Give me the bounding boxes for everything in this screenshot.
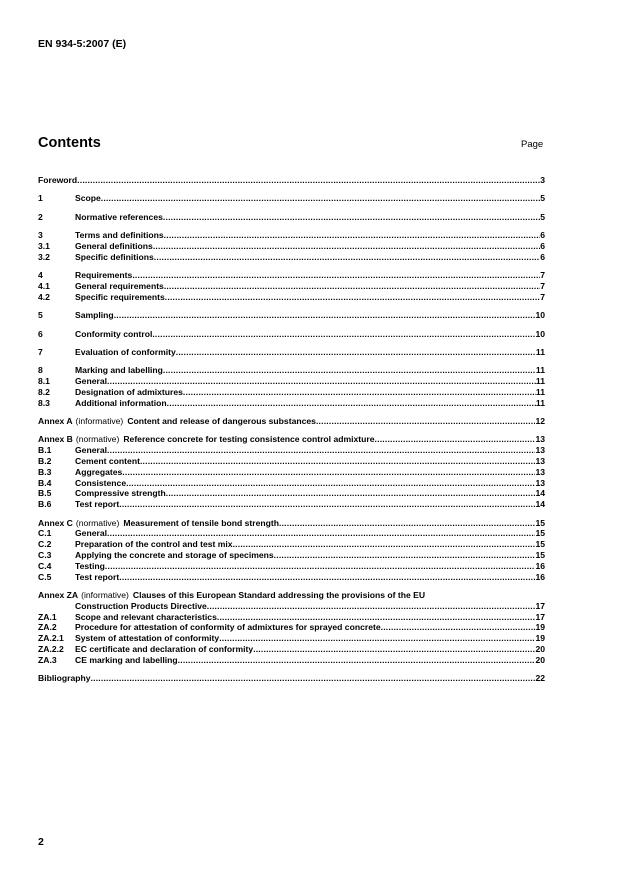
toc-entry-title: General [75,376,108,387]
toc-entry[interactable] [38,292,545,303]
toc-gap [38,409,545,417]
toc-annex-note: (informative) [81,590,129,601]
toc-entry-number: ZA.3 [38,654,57,665]
toc-dot-leader [126,478,535,489]
toc-page-number: 3 [540,175,545,185]
toc-entry-number: C.3 [38,550,52,561]
toc-entry-title: Terms and definitions [75,230,164,241]
toc-entry[interactable] [38,622,545,633]
toc-dot-leader [183,387,536,398]
toc-entry-title: Aggregates [75,466,123,477]
toc-entry[interactable] [38,550,545,561]
toc-dot-leader [122,467,535,478]
toc-entry-title: Bibliography [38,673,91,684]
toc-entry[interactable] [38,376,545,387]
toc-entry-title: Procedure for attestation of conformity of admixtures for sprayed concrete [75,622,381,633]
toc-annex-note: (normative) [75,517,120,528]
toc-entry-title: CE marking and labelling [75,654,178,665]
page-column-label: Page [521,139,544,150]
toc-entry-number: ZA.2 [38,622,57,633]
toc-entry[interactable] [38,539,545,550]
toc-dot-leader [101,193,540,204]
toc-page-number: 13 [535,477,545,488]
toc-entry-title: Construction Products Directive [75,600,207,611]
toc-dot-leader [166,488,536,499]
toc-entry-number: ZA.2.1 [38,633,64,644]
toc-page-number: 11 [535,365,545,376]
toc-dot-leader [153,241,540,252]
toc-entry-title: Specific requirements [75,291,165,302]
toc-page-number: 15 [535,528,545,539]
toc-dot-leader [274,550,536,561]
toc-entry-title: General requirements [75,280,164,291]
toc-entry[interactable] [38,270,545,281]
toc-entry-number: 4 [38,270,43,281]
toc-entry[interactable] [38,416,545,427]
toc-entry-title: Reference concrete for testing consistence control admixture [123,434,375,445]
toc-entry-number: C.5 [38,571,52,582]
toc-entry-number: 3 [38,230,43,241]
toc-gap [38,582,545,590]
toc-page-number: 20 [535,654,545,665]
toc-entry-title: Applying the concrete and storage of specimens [75,550,274,561]
toc-entry[interactable] [38,590,545,601]
toc-gap [38,510,545,518]
toc-entry[interactable] [38,241,545,252]
toc-page-number: 13 [535,434,545,445]
toc-dot-leader [107,376,536,387]
table-of-contents [38,175,545,684]
toc-gap [38,263,545,271]
toc-gap [38,204,545,212]
toc-dot-leader [163,212,540,223]
toc-page-number: 6 [540,240,545,251]
toc-entry-number: B.3 [38,466,52,477]
toc-gap [38,223,545,231]
toc-dot-leader [119,572,535,583]
toc-page-number: 11 [535,346,545,357]
toc-dot-leader [219,633,535,644]
toc-entry[interactable] [38,601,545,612]
toc-entry-number: B.6 [38,499,52,510]
toc-entry-number: 7 [38,346,43,357]
toc-dot-leader [107,445,535,456]
toc-page-number: 15 [535,539,545,550]
toc-entry[interactable] [38,612,545,623]
toc-entry-title: General definitions [75,240,153,251]
toc-gap [38,666,545,674]
toc-entry-title: Content and release of dangerous substances [127,416,316,427]
toc-page-number: 15 [535,550,545,561]
toc-dot-leader [279,518,535,529]
toc-entry-title: Preparation of the control and test mix [75,539,233,550]
toc-dot-leader [152,329,535,340]
toc-entry[interactable] [38,434,545,445]
toc-page-number: 13 [535,456,545,467]
toc-entry-number: 6 [38,328,43,339]
toc-entry[interactable] [38,518,545,529]
toc-dot-leader [375,434,536,445]
toc-entry-title: EC certificate and declaration of conformity [75,644,254,655]
toc-dot-leader [164,281,540,292]
toc-gap [38,303,545,311]
toc-page-number: 19 [535,633,545,644]
toc-entry-title: Scope [75,193,101,204]
toc-page-number: 10 [535,310,545,321]
toc-page-number: 7 [540,270,545,281]
toc-entry-number: 5 [38,310,43,321]
toc-entry[interactable] [38,673,545,684]
toc-entry[interactable] [38,252,545,263]
toc-annex-label: Annex C [38,517,73,528]
toc-entry[interactable] [38,347,545,358]
toc-entry-number: C.2 [38,539,52,550]
toc-entry-number: ZA.1 [38,611,57,622]
toc-entry[interactable] [38,633,545,644]
toc-entry-title: Foreword [38,175,78,185]
toc-entry-title: Measurement of tensile bond strength [123,517,279,528]
toc-page-number: 17 [535,600,545,611]
toc-dot-leader [132,270,540,281]
toc-entry[interactable] [38,572,545,583]
document-header: EN 934-5:2007 (E) [38,38,127,50]
toc-entry-number: ZA.2.2 [38,644,64,655]
toc-entry[interactable] [38,445,545,456]
toc-gap [38,358,545,366]
toc-entry-number: 4.1 [38,280,50,291]
toc-entry[interactable] [38,456,545,467]
toc-dot-leader [217,612,536,623]
toc-page-number: 7 [540,291,545,302]
toc-dot-leader [163,365,536,376]
toc-page-number: 13 [535,445,545,456]
toc-entry-title: Normative references [75,211,163,222]
toc-dot-leader [107,528,535,539]
toc-entry-title: Consistence [75,477,127,488]
toc-page-number: 7 [540,280,545,291]
toc-page-number: 17 [535,611,545,622]
toc-annex-label: Annex B [38,434,73,445]
toc-entry-title: Additional information [75,397,167,408]
toc-entry-title: System of attestation of conformity [75,633,220,644]
toc-entry[interactable] [38,212,545,223]
toc-page-number: 20 [535,644,545,655]
toc-dot-leader [316,416,535,427]
toc-entry-title: Test report [75,571,120,582]
toc-entry[interactable] [38,387,545,398]
toc-entry-title: Scope and relevant characteristics [75,611,217,622]
toc-entry-title: Marking and labelling [75,365,163,376]
toc-entry[interactable] [38,398,545,409]
toc-entry-title: Clauses of this European Standard addressing the provisions of the EU [132,590,426,601]
toc-page-number: 10 [535,328,545,339]
toc-dot-leader [381,622,536,633]
toc-entry-title: Conformity control [75,328,153,339]
toc-page-number: 6 [540,230,545,241]
toc-entry[interactable] [38,175,545,186]
toc-entry[interactable] [38,230,545,241]
toc-entry-number: 8 [38,365,43,376]
toc-dot-leader [114,310,536,321]
toc-entry[interactable] [38,644,545,655]
toc-entry-number: C.4 [38,560,52,571]
toc-dot-leader [119,499,535,510]
toc-annex-label: Annex A [38,416,73,427]
toc-entry-title: Designation of admixtures [75,386,183,397]
toc-entry-number: B.1 [38,445,52,456]
toc-entry-number: 3.2 [38,251,50,262]
toc-page-number: 11 [535,386,545,397]
toc-annex-note: (informative) [75,416,124,427]
toc-dot-leader [140,456,536,467]
toc-entry[interactable] [38,365,545,376]
toc-entry-number: 2 [38,211,43,222]
toc-page-number: 15 [535,517,545,528]
contents-title: Contents [38,135,101,151]
toc-entry-title: Compressive strength [75,488,166,499]
toc-page-number: 16 [535,571,545,582]
toc-entry-title: Evaluation of conformity [75,346,176,357]
toc-dot-leader [178,655,536,666]
toc-entry[interactable] [38,281,545,292]
toc-entry-number: 1 [38,193,43,204]
toc-page-number: 16 [535,560,545,571]
toc-entry[interactable] [38,478,545,489]
toc-dot-leader [91,673,536,684]
toc-dot-leader [154,252,540,263]
toc-gap [38,339,545,347]
toc-entry[interactable] [38,561,545,572]
toc-gap [38,427,545,435]
toc-page-number: 11 [535,397,545,408]
toc-entry-title: Specific definitions [75,251,154,262]
toc-entry-number: C.1 [38,528,52,539]
toc-entry-title: Cement content [75,456,140,467]
toc-dot-leader [165,292,540,303]
toc-page-number: 5 [540,193,545,204]
toc-page-number: 11 [535,376,545,387]
toc-dot-leader [233,539,536,550]
toc-dot-leader [164,230,541,241]
toc-dot-leader [105,561,536,572]
toc-entry[interactable] [38,467,545,478]
toc-dot-leader [176,347,536,358]
toc-entry[interactable] [38,528,545,539]
toc-entry-title: Requirements [75,270,133,281]
toc-entry-title: Sampling [75,310,114,321]
toc-page-number: 14 [535,488,545,499]
toc-page-number: 5 [540,211,545,222]
toc-entry-number: 8.3 [38,397,50,408]
toc-entry-number: 3.1 [38,240,50,251]
toc-entry[interactable] [38,193,545,204]
toc-entry-number: B.5 [38,488,52,499]
toc-annex-note: (normative) [75,434,120,445]
toc-page-number: 12 [535,416,545,427]
toc-dot-leader [77,175,540,186]
toc-dot-leader [167,398,536,409]
toc-entry[interactable] [38,329,545,340]
toc-page-number: 6 [540,251,545,262]
toc-entry-title: Test report [75,499,120,510]
toc-entry-number: B.4 [38,477,52,488]
toc-entry-number: 8.2 [38,386,50,397]
toc-entry[interactable] [38,499,545,510]
toc-gap [38,186,545,194]
toc-dot-leader [253,644,535,655]
toc-entry-number: 4.2 [38,291,50,302]
toc-entry-title: Testing [75,560,105,571]
toc-page-number: 22 [535,673,545,684]
toc-entry-number: 8.1 [38,376,50,387]
toc-entry[interactable] [38,488,545,499]
toc-entry[interactable] [38,310,545,321]
toc-page-number: 14 [535,499,545,510]
toc-dot-leader [207,601,536,612]
toc-entry-title: General [75,445,108,456]
toc-page-number: 13 [535,466,545,477]
toc-entry-number: B.2 [38,456,52,467]
toc-entry[interactable] [38,655,545,666]
toc-annex-label: Annex ZA [38,590,79,601]
toc-page-number: 19 [535,622,545,633]
toc-gap [38,321,545,329]
toc-entry-title: General [75,528,108,539]
page-number: 2 [38,836,44,848]
